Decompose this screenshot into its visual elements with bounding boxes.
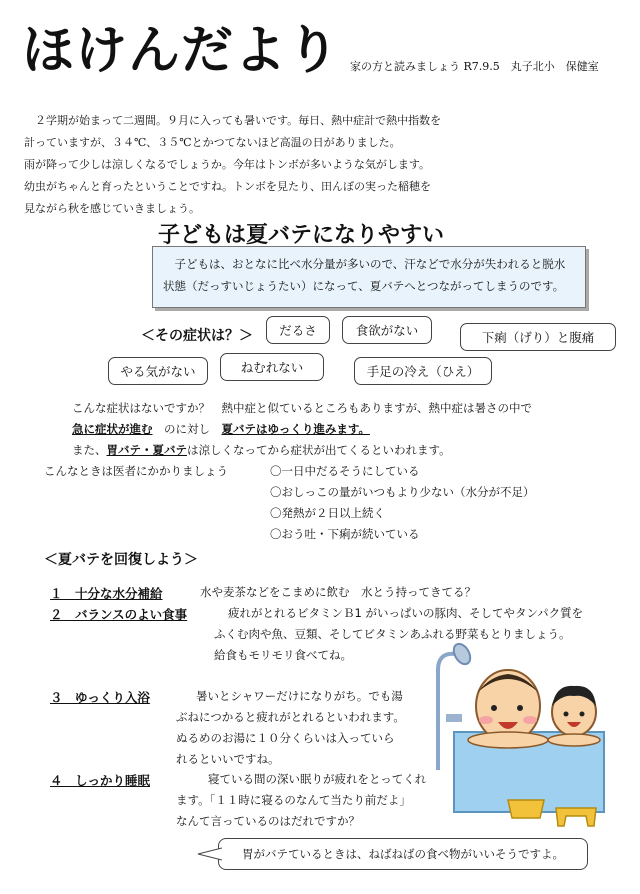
father-icon bbox=[468, 670, 548, 748]
tip-heading: ３ ゆっくり入浴 bbox=[50, 690, 150, 705]
tip-text: ふくむ肉や魚、豆類、そしてビタミンあふれる野菜もとりましょう。 bbox=[214, 627, 571, 641]
intro-line: ２学期が始まって二週間。９月に入っても暑いです。毎日、熱中症計で熱中指数を bbox=[24, 114, 442, 127]
symptom-chip: だるさ bbox=[266, 316, 330, 344]
condition-item: 〇おう吐・下痢が続いている bbox=[270, 527, 420, 541]
intro-line: 雨が降って少しは涼しくなるでしょうか。今年はトンボが多いような気がします。 bbox=[24, 158, 431, 171]
body-line bbox=[72, 440, 451, 461]
symptom-chip: 手足の冷え（ひえ） bbox=[354, 357, 492, 385]
explanation-line: 子どもは、おとなに比べ水分量が多いので、汗などで水分が失われると脱水 bbox=[163, 257, 566, 271]
intro-line: 見ながら秋を感じていきましょう。 bbox=[24, 202, 200, 215]
symptoms-label: ＜その症状は？＞ bbox=[141, 328, 253, 344]
doctor-advice: こんなときは医者にかかりましょう bbox=[44, 464, 228, 478]
tip-text: ます。「１１時に寝るのなんて当たり前だよ」 bbox=[176, 793, 411, 807]
tip-text: 寝ている間の深い眠りが疲れをとってくれ bbox=[208, 772, 427, 786]
body-span: は涼しくなってから症状が出てくるといわれます。 bbox=[187, 443, 451, 457]
speech-bubble: 胃がバテているときは、ねばねばの食べ物がいいそうですよ。 bbox=[218, 838, 588, 870]
emphasis-fast: 急に症状が進む bbox=[72, 422, 153, 436]
condition-item: 〇おしっこの量がいつもより少ない（水分が不足） bbox=[270, 485, 535, 499]
tip-text: ぶねにつかると疲れがとれるといわれます。 bbox=[176, 710, 405, 724]
intro-line: 幼虫がちゃんと育ったということですね。トンボを見たり、田んぼの実った稲穂を bbox=[24, 180, 431, 193]
symptom-chip: 下痢（げり）と腹痛 bbox=[460, 323, 616, 351]
intro-paragraph bbox=[24, 110, 494, 220]
tip-text: ぬるめのお湯に１０分くらいは入っていら bbox=[176, 731, 395, 745]
issue-info: 家の方と読みましょう R7.9.5 丸子北小 保健室 bbox=[350, 60, 599, 73]
tip-heading: ４ しっかり睡眠 bbox=[50, 773, 151, 788]
speech-tail-icon bbox=[196, 846, 222, 862]
symptom-chip: 食欲がない bbox=[342, 316, 432, 344]
emphasis-stomach: 胃バテ・夏バテ bbox=[106, 443, 187, 457]
explanation-line: 状態（だっすいじょうたい）になって、夏バテへとつながってしまうのです。 bbox=[163, 279, 565, 293]
bath-illustration bbox=[416, 640, 616, 830]
tip-heading: ２ バランスのよい食事 bbox=[50, 607, 188, 622]
body-line: こんな症状はないですか？ 熱中症と似ているところもありますが、熱中症は暑さの中で bbox=[72, 401, 532, 415]
condition-item: 〇一日中だるそうにしている bbox=[270, 464, 420, 478]
newsletter-title: ほけんだより bbox=[22, 21, 341, 81]
tip-text: 疲れがとれるビタミンＢ1 がいっぱいの豚肉、そしてやタンパク質を bbox=[228, 606, 584, 620]
body-span: のに対し bbox=[152, 422, 222, 436]
symptom-chip: やる気がない bbox=[108, 357, 208, 385]
recovery-title: ＜夏バテを回復しよう＞ bbox=[44, 552, 198, 568]
tip-text: 水や麦茶などをこまめに飲む 水とう持ってきてる？ bbox=[200, 585, 476, 599]
explanation-box bbox=[152, 246, 586, 308]
headline: 子どもは夏バテになりやすい bbox=[158, 223, 445, 248]
tip-text: なんて言っているのはだれですか？ bbox=[176, 814, 360, 828]
tip-text: 暑いとシャワーだけになりがち。でも湯 bbox=[196, 689, 403, 703]
symptom-chip: ねむれない bbox=[220, 353, 324, 381]
tip-text: れるといいですね。 bbox=[176, 752, 280, 766]
tip-text: 給食もモリモリ食べてね。 bbox=[214, 648, 352, 662]
condition-item: 〇発熱が２日以上続く bbox=[270, 506, 385, 520]
child-icon bbox=[548, 686, 600, 746]
tip-heading: １ 十分な水分補給 bbox=[50, 586, 163, 601]
intro-line: 計っていますが、３４℃、３５℃とかつてないほど高温の日がありました。 bbox=[24, 136, 401, 149]
emphasis-slow: 夏バテはゆっくり進みます。 bbox=[221, 422, 370, 436]
body-span: また、 bbox=[72, 443, 107, 457]
body-line bbox=[72, 419, 370, 440]
